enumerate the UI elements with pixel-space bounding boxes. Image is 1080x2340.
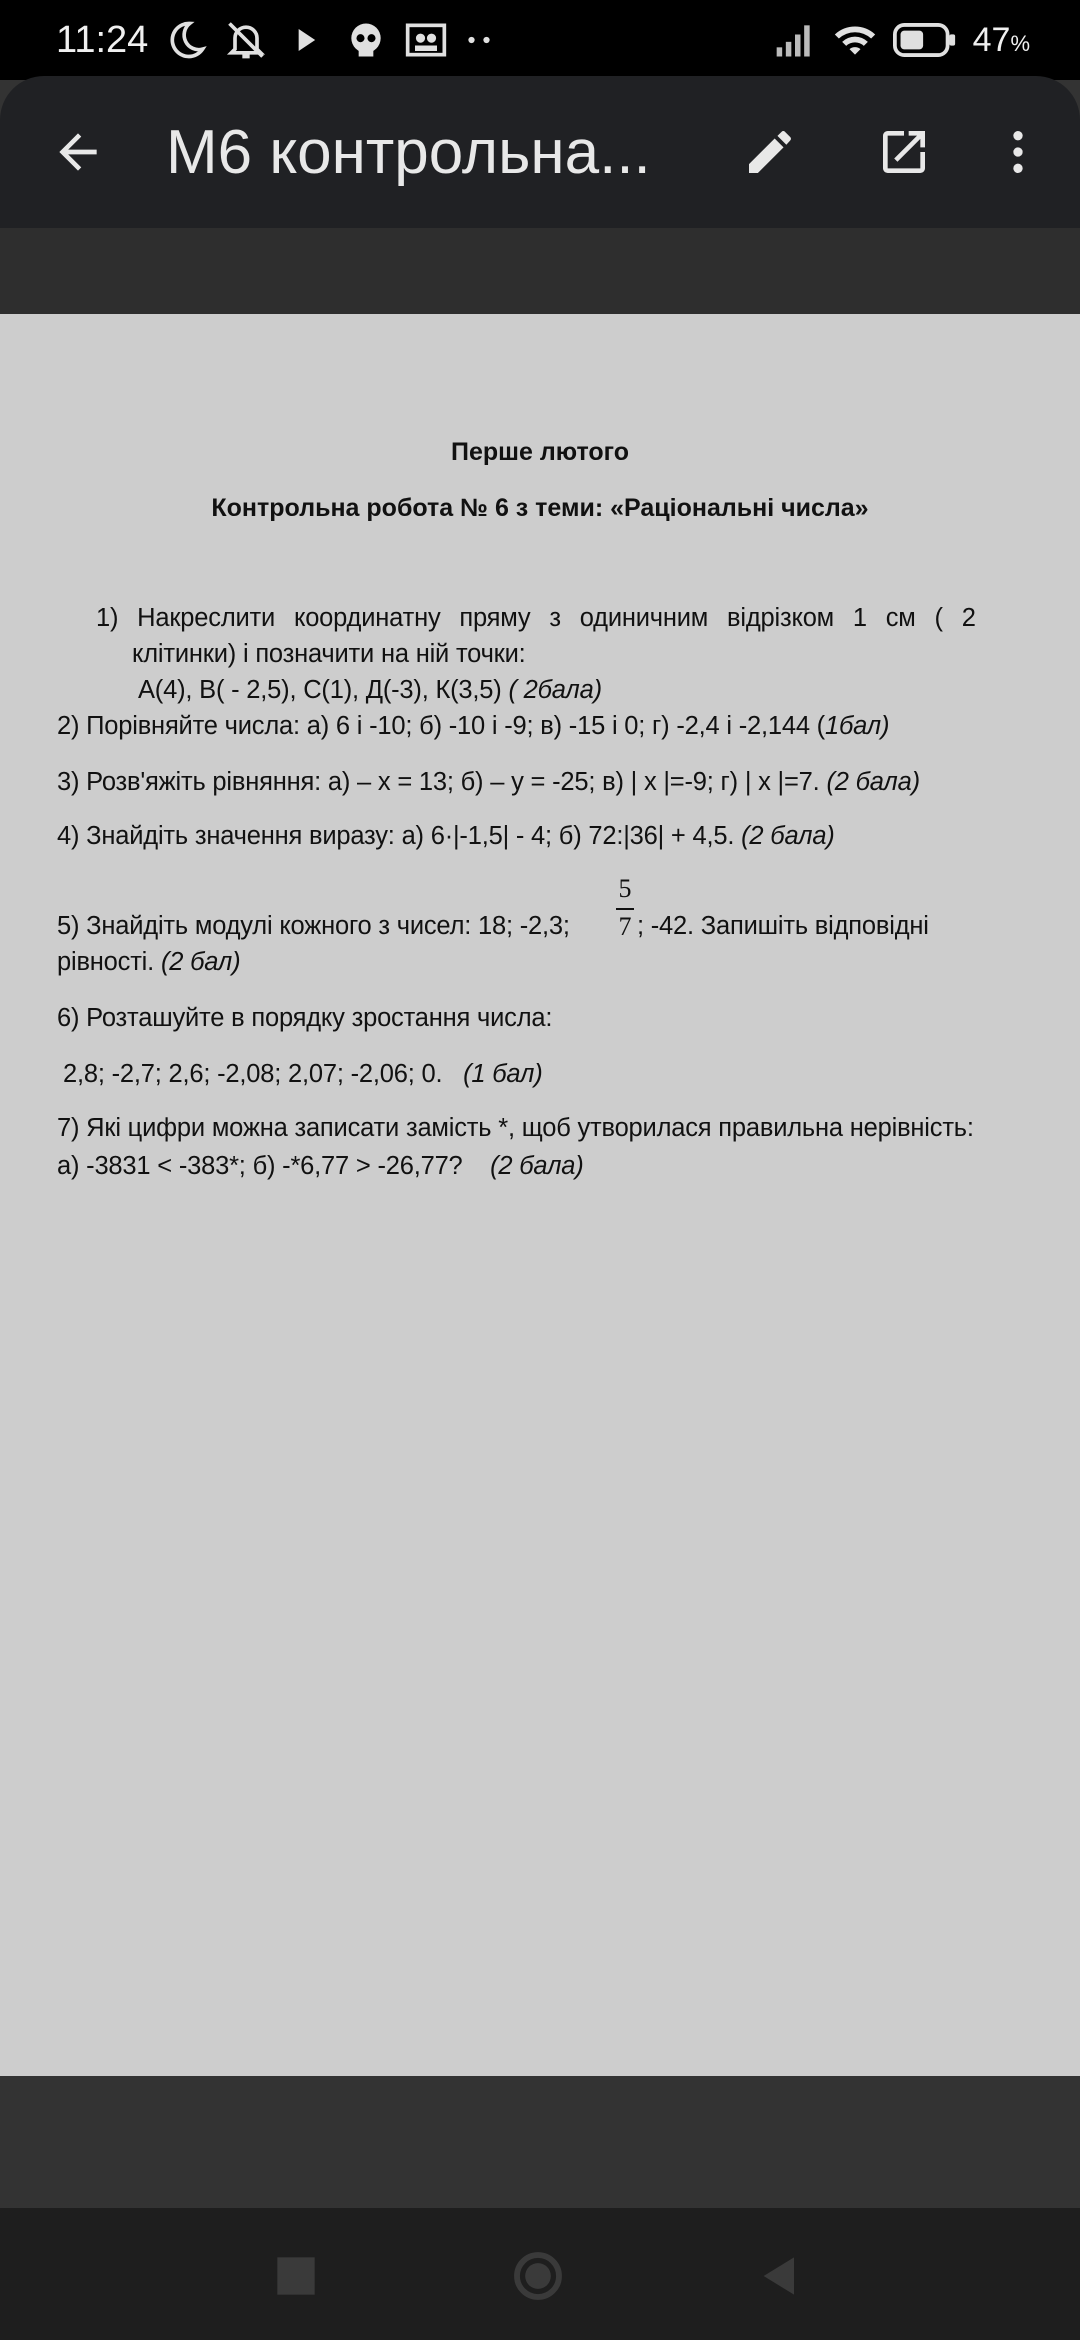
- q3-line: [57, 768, 920, 797]
- q7-text: а) -3831 < -383*; б) -*6,77 > -26,77?: [57, 1152, 463, 1180]
- open-external-button[interactable]: [858, 106, 950, 198]
- q1-line2: клітинки) і позначити на ній точки:: [132, 640, 526, 668]
- q2-line: [57, 712, 889, 741]
- viewer-bottom-strip: [0, 2076, 1080, 2208]
- back-triangle-icon: [752, 2248, 808, 2304]
- back-nav-button[interactable]: [752, 2248, 808, 2304]
- q5-line2-text: рівності.: [57, 948, 155, 976]
- wifi-icon: [833, 18, 877, 62]
- q5-line1-part2: ; -42. Запишіть відповідні: [637, 912, 929, 940]
- q1-line1: [96, 604, 1038, 633]
- q1-points-list: А(4), В( - 2,5), С(1), Д(-3), К(3,5): [138, 676, 502, 704]
- system-nav-bar: [0, 2208, 1080, 2340]
- doc-heading-title: Контрольна робота № 6 з теми: «Раціональні числа»: [211, 494, 869, 522]
- q4-score: (2 бала): [741, 822, 835, 850]
- document-page[interactable]: [0, 314, 1080, 2076]
- back-arrow-icon: [50, 124, 106, 180]
- q1-line1-text: 1) Накреслити координатну пряму з одиничним відрізком 1 см ( 2: [96, 604, 976, 632]
- more-dots-icon: [464, 18, 494, 62]
- status-left-group: [56, 18, 494, 62]
- q2-text: 2) Порівняйте числа: а) 6 і -10; б) -10 і -9; в) -15 і 0; г) -2,4 і -2,144 (: [57, 712, 825, 740]
- moon-icon: [164, 18, 208, 62]
- q5-fraction-numerator: 5: [618, 874, 632, 903]
- q3-text: 3) Розв'яжіть рівняння: а) – х = 13; б) – у = -25; в) | х |=-9; г) | х |=7.: [57, 768, 820, 796]
- status-right-group: [773, 18, 1030, 62]
- more-vertical-icon: [990, 124, 1046, 180]
- q5-fraction-bar: [616, 908, 634, 910]
- contacts-icon: [404, 18, 448, 62]
- q5-fraction-denominator: 7: [618, 912, 632, 941]
- edit-button[interactable]: [724, 106, 816, 198]
- viewer-toolbar-strip: [0, 228, 1080, 314]
- q6-numbers: 2,8; -2,7; 2,6; -2,08; 2,07; -2,06; 0.: [63, 1060, 443, 1088]
- doc-heading-date: Перше лютого: [451, 438, 629, 466]
- q7-score: (2 бала): [490, 1152, 584, 1180]
- skull-icon: [344, 18, 388, 62]
- status-bar: [0, 0, 1080, 80]
- muted-bell-icon: [224, 18, 268, 62]
- play-icon: [284, 18, 328, 62]
- battery-percent: 47%: [972, 20, 1030, 59]
- document-title: M6 контрольна...: [166, 117, 651, 187]
- recents-square-icon: [268, 2248, 324, 2304]
- q5-line2: [57, 948, 240, 977]
- home-button[interactable]: [510, 2248, 566, 2304]
- q4-line: [57, 822, 835, 851]
- q6-score: (1 бал): [463, 1060, 543, 1088]
- status-time: 11:24: [56, 18, 149, 61]
- q1-score: ( 2бала): [508, 676, 602, 704]
- q7-line1: 7) Які цифри можна записати замість *, щоб утворилася правильна нерівність:: [57, 1114, 974, 1142]
- signal-icon: [773, 18, 817, 62]
- pencil-icon: [742, 124, 798, 180]
- battery-icon: [893, 18, 957, 62]
- q6-line1: 6) Розташуйте в порядку зростання числа:: [57, 1004, 553, 1032]
- open-external-icon: [876, 124, 932, 180]
- q7-line2: [57, 1152, 584, 1181]
- app-bar: [0, 76, 1080, 228]
- back-button[interactable]: [32, 106, 124, 198]
- q5-line1-part1: 5) Знайдіть модулі кожного з чисел: 18; -2,3;: [57, 912, 570, 940]
- q5-score: (2 бал): [160, 948, 241, 976]
- q3-score: (2 бала): [826, 768, 920, 796]
- q6-line2: [63, 1060, 543, 1089]
- q2-score: 1бал): [824, 712, 890, 740]
- q1-line3: [138, 676, 602, 705]
- recents-button[interactable]: [268, 2248, 324, 2304]
- more-options-button[interactable]: [972, 106, 1064, 198]
- q4-text: 4) Знайдіть значення виразу: а) 6·|-1,5| - 4; б) 72:|36| + 4,5.: [57, 822, 735, 850]
- home-circle-icon: [510, 2248, 566, 2304]
